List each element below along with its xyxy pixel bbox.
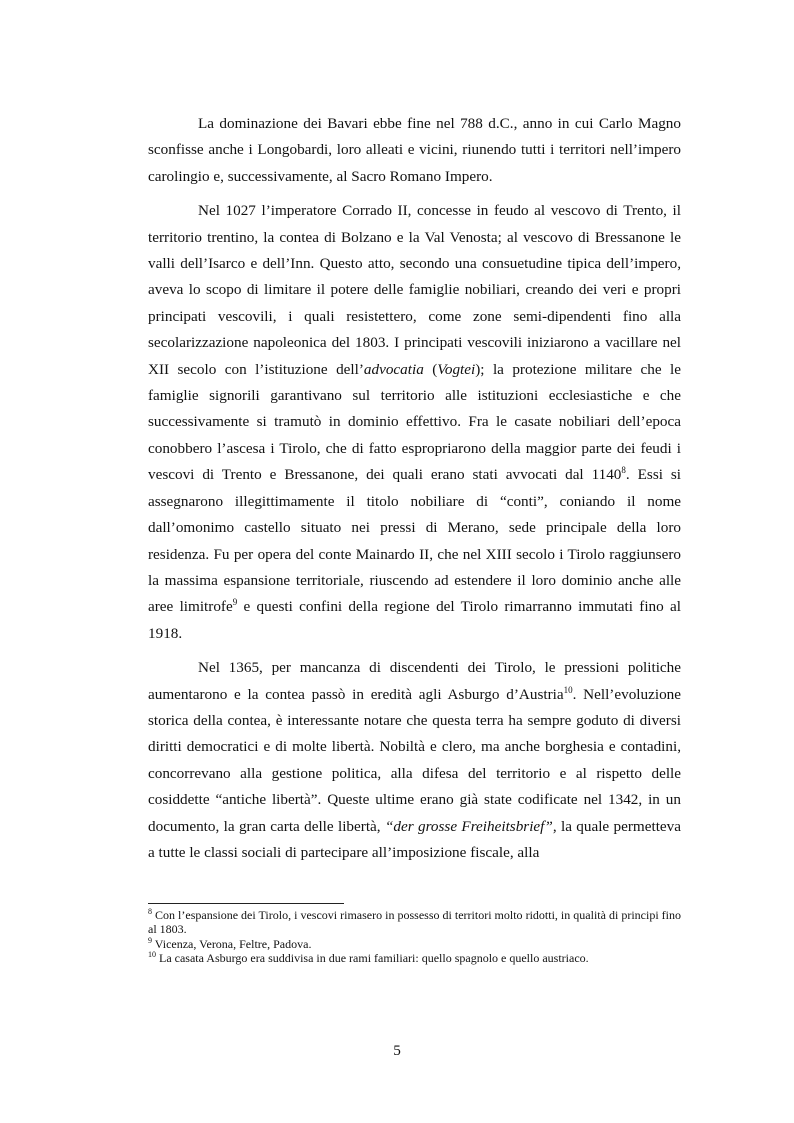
paragraph-2-text-b: (: [423, 360, 438, 378]
vogtei-term: Vogtei: [437, 360, 476, 378]
footnote-8: [148, 908, 681, 937]
paragraph-1-text: La dominazione dei Bavari ebbe fine nel 788 d.C., anno in cui Carlo Magno sconfisse anche i Longobardi, loro alleati e vicini, riunendo tutti i territori nell’impero carolingio e, successivamente, al Sacro Romano Impero.: [148, 115, 681, 185]
freiheitsbrief-term: “der grosse Freiheitsbrief”: [384, 817, 553, 835]
paragraph-2-text-c: ); la protezione militare che le famiglie signorili garantivano sul territorio alle istituzioni ecclesiastiche e che successivamente si tramutò in dominio effettivo. Fra le casate nobiliari dell’epoca conobbero l’ascesa i Tirolo, che di fatto espropriarono della maggior parte dei feudi i vescovi di Trento e Bressanone, dei quali erano stati avvocati dal 1140: [148, 360, 681, 484]
footnote-9: [148, 937, 681, 951]
page-number: 5: [393, 1042, 401, 1059]
body-text: [148, 111, 681, 866]
advocatia-term: advocatia: [363, 360, 424, 378]
footnote-text: Con l’espansione dei Tirolo, i vescovi rimasero in possesso di territori molto ridotti, in qualità di principi fino al 1803.: [148, 908, 681, 937]
footnote-number: 9: [148, 935, 152, 945]
paragraph-3-text-b: . Nell’evoluzione storica della contea, è interessante notare che questa terra ha sempre goduto di diversi diritti democratici e di molte libertà. Nobiltà e clero, ma anche borghesia e contadini, concorrevano alla gestione politica, alla difesa del territorio e al rispetto delle cosiddette “antiche libertà”. Queste ultime erano già state codificate nel 1342, in un documento, la gran carta delle libertà,: [148, 685, 681, 835]
footnote-10: [148, 951, 681, 965]
footnote-text: La casata Asburgo era suddivisa in due rami familiari: quello spagnolo e quello austriaco.: [156, 951, 589, 966]
paragraph-2-text-a: Nel 1027 l’imperatore Corrado II, concesse in feudo al vescovo di Trento, il territorio trentino, la contea di Bolzano e la Val Venosta; al vescovo di Bressanone le valli dell’Isarco e dell’Inn. Questo atto, secondo una consuetudine tipica dell’impero, aveva lo scopo di limitare il potere delle famiglie nobiliari, creando dei veri e propri principati vescovili, i quali resistettero, come zone semi-dipendenti fino alla secolarizzazione napoleonica del 1803. I principati vescovili iniziarono a vacillare nel XII secolo con l’istituzione dell’: [148, 202, 681, 378]
paragraph-2: [148, 198, 681, 647]
footnote-ref-10[interactable]: 10: [563, 684, 573, 695]
footnote-ref-9[interactable]: 9: [232, 597, 238, 608]
footnotes: [148, 908, 681, 966]
paragraph-2-text-d: . Essi si assegnarono illegittimamente il titolo nobiliare di “conti”, coniando il nome dall’omonimo castello situato nei pressi di Merano, sede principale della loro residenza. Fu per opera del conte Mainardo II, che nel XIII secolo i Tirolo raggiunsero la massima espansione territoriale, riuscendo ad estendere il loro dominio anche alle aree limitrofe: [148, 466, 682, 616]
footnote-separator: [148, 903, 344, 904]
paragraph-3-text-a: Nel 1365, per mancanza di discendenti dei Tirolo, le pressioni politiche aumentarono e la contea passò in eredità agli Asburgo d’Austria: [148, 659, 681, 703]
footnote-text: Vicenza, Verona, Feltre, Padova.: [152, 936, 312, 951]
footnote-number: 8: [148, 907, 152, 916]
paragraph-2-text-e: e questi confini della regione del Tirolo rimarranno immutati fino al 1918.: [148, 598, 681, 642]
footnote-number: 10: [148, 950, 156, 960]
paragraph-1: [148, 111, 681, 190]
paragraph-3: [148, 655, 681, 866]
footnote-ref-8[interactable]: 8: [621, 465, 626, 476]
paragraph-3-text-c: , la quale permetteva a tutte le classi sociali di partecipare all’imposizione fiscale, alla: [148, 817, 681, 861]
